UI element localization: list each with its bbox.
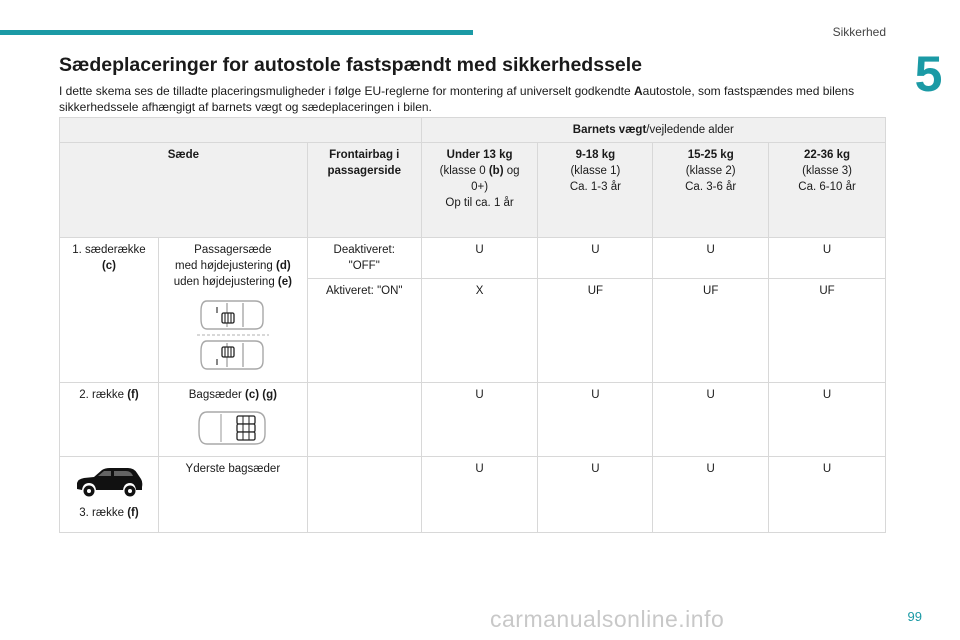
child-seat-table <box>59 117 886 533</box>
row2-seat: Bagsæder (c) (g) <box>158 383 307 457</box>
table-row <box>60 118 886 143</box>
row1-activated: Aktiveret: "ON" <box>307 279 421 383</box>
col-header-group-2: 15-25 kg (klasse 2) Ca. 3-6 år <box>653 143 769 238</box>
row1-deact-cell-0: U <box>421 238 538 279</box>
row3-seat: Yderste bagsæder <box>158 457 307 533</box>
row3-cell-1: U <box>538 457 653 533</box>
chapter-number: 5 <box>914 46 943 102</box>
row1-deact-cell-2: U <box>653 238 769 279</box>
row1-act-cell-2: UF <box>653 279 769 383</box>
col-header-group-1: 9-18 kg (klasse 1) Ca. 1-3 år <box>538 143 653 238</box>
row2-airbag-empty <box>307 383 421 457</box>
row3-cell-3: U <box>769 457 886 533</box>
row3-cell-2: U <box>653 457 769 533</box>
row2-cell-3: U <box>769 383 886 457</box>
watermark: carmanualsonline.info <box>490 606 725 632</box>
row1-act-cell-0: X <box>421 279 538 383</box>
table-row <box>60 143 886 238</box>
row2-cell-2: U <box>653 383 769 457</box>
page-number: 99 <box>907 609 922 624</box>
row2-label: 2. række (f) <box>60 383 159 457</box>
row3-airbag-empty <box>307 457 421 533</box>
table-row <box>60 457 886 533</box>
intro-paragraph: I dette skema ses de tilladte placeringsmuligheder i følge EU-reglerne for montering af universelt godkendte Aautostole, som fastspændes med bilens sikkerhedssele afhængigt af barnets vægt og sædeplaceringen i bilen. <box>59 84 855 114</box>
col-header-group-0: Under 13 kg (klasse 0 (b) og 0+) Op til ca. 1 år <box>421 143 538 238</box>
row1-act-cell-1: UF <box>538 279 653 383</box>
weight-header: Barnets vægt/vejledende alder <box>421 118 885 143</box>
row2-cell-1: U <box>538 383 653 457</box>
rear-seat-diagram <box>197 408 269 448</box>
car-silhouette-icon <box>74 465 144 499</box>
table-row <box>60 383 886 457</box>
table-header-empty <box>60 118 422 143</box>
col-header-seat: Sæde <box>60 143 308 238</box>
page-title: Sædeplaceringer for autostole fastspændt med sikkerhedssele <box>59 54 643 76</box>
row1-deactivated: Deaktiveret: "OFF" <box>307 238 421 279</box>
row1-act-cell-3: UF <box>769 279 886 383</box>
col-header-airbag: Frontairbag i passagerside <box>307 143 421 238</box>
row1-deact-cell-1: U <box>538 238 653 279</box>
row1-deact-cell-3: U <box>769 238 886 279</box>
row3-cell-0: U <box>421 457 538 533</box>
col-header-group-3: 22-36 kg (klasse 3) Ca. 6-10 år <box>769 143 886 238</box>
row1-seat: Passagersæde med højdejustering (d) uden højdejustering (e) <box>158 238 307 383</box>
row1-label: 1. sæderække (c) <box>60 238 159 383</box>
row2-cell-0: U <box>421 383 538 457</box>
section-name: Sikkerhed <box>832 25 886 39</box>
header-accent-bar <box>0 30 473 35</box>
front-seat-diagram <box>197 295 269 377</box>
row3-label: 3. række (f) <box>60 457 159 533</box>
table-row <box>60 238 886 279</box>
